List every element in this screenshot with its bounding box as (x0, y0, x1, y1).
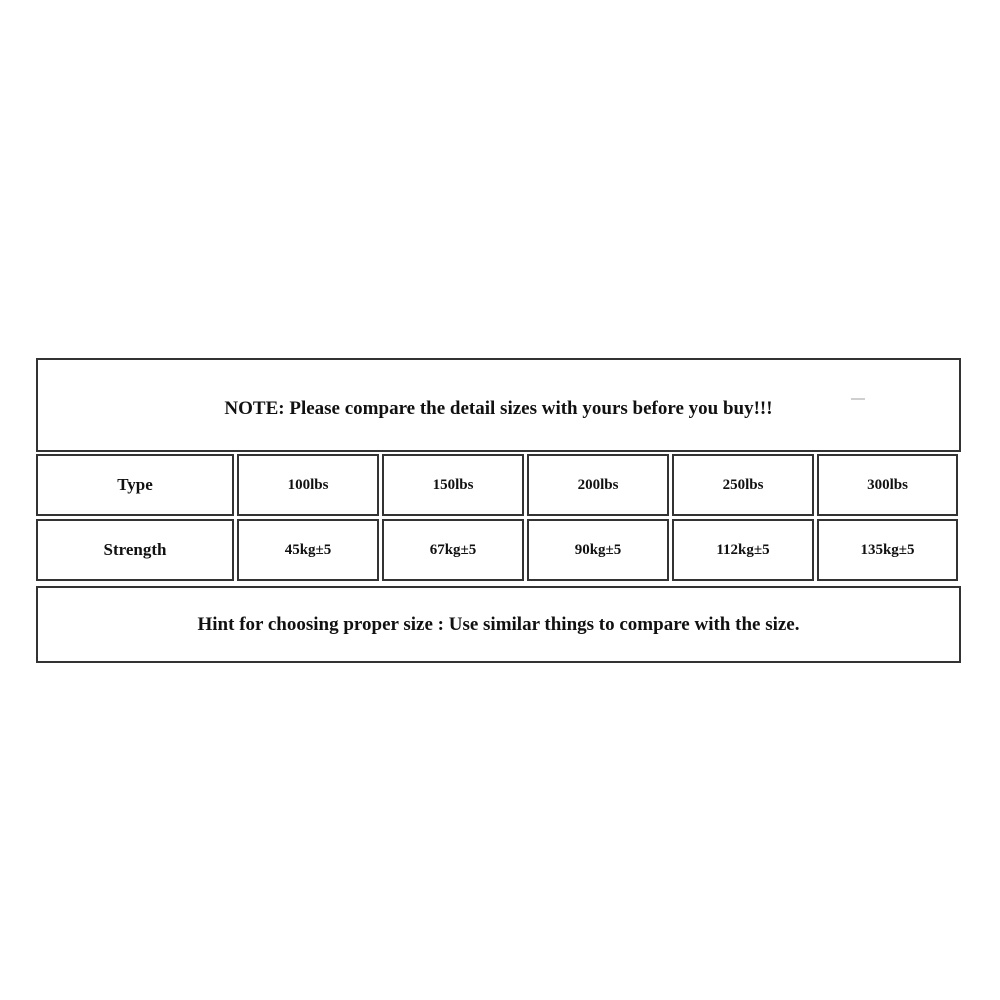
strength-cell-250: 112kg±5 (672, 519, 814, 581)
strength-row (36, 519, 958, 581)
type-cell-100: 100lbs (237, 454, 379, 516)
size-chart-table (36, 358, 961, 663)
type-cell-300: 300lbs (817, 454, 958, 516)
hint-banner (36, 586, 961, 663)
strength-header-cell: Strength (36, 519, 234, 581)
note-text: NOTE: Please compare the detail sizes with yours before you buy!!! (224, 398, 773, 419)
strength-cell-300: 135kg±5 (817, 519, 958, 581)
strength-cell-200: 90kg±5 (527, 519, 669, 581)
type-cell-200: 200lbs (527, 454, 669, 516)
type-row (36, 454, 958, 516)
note-banner (36, 358, 961, 452)
hint-text: Hint for choosing proper size : Use similar things to compare with the size. (197, 613, 800, 635)
strength-cell-150: 67kg±5 (382, 519, 524, 581)
strength-cell-100: 45kg±5 (237, 519, 379, 581)
type-header-cell: Type (36, 454, 234, 516)
note-mark (851, 398, 865, 400)
type-cell-150: 150lbs (382, 454, 524, 516)
type-cell-250: 250lbs (672, 454, 814, 516)
